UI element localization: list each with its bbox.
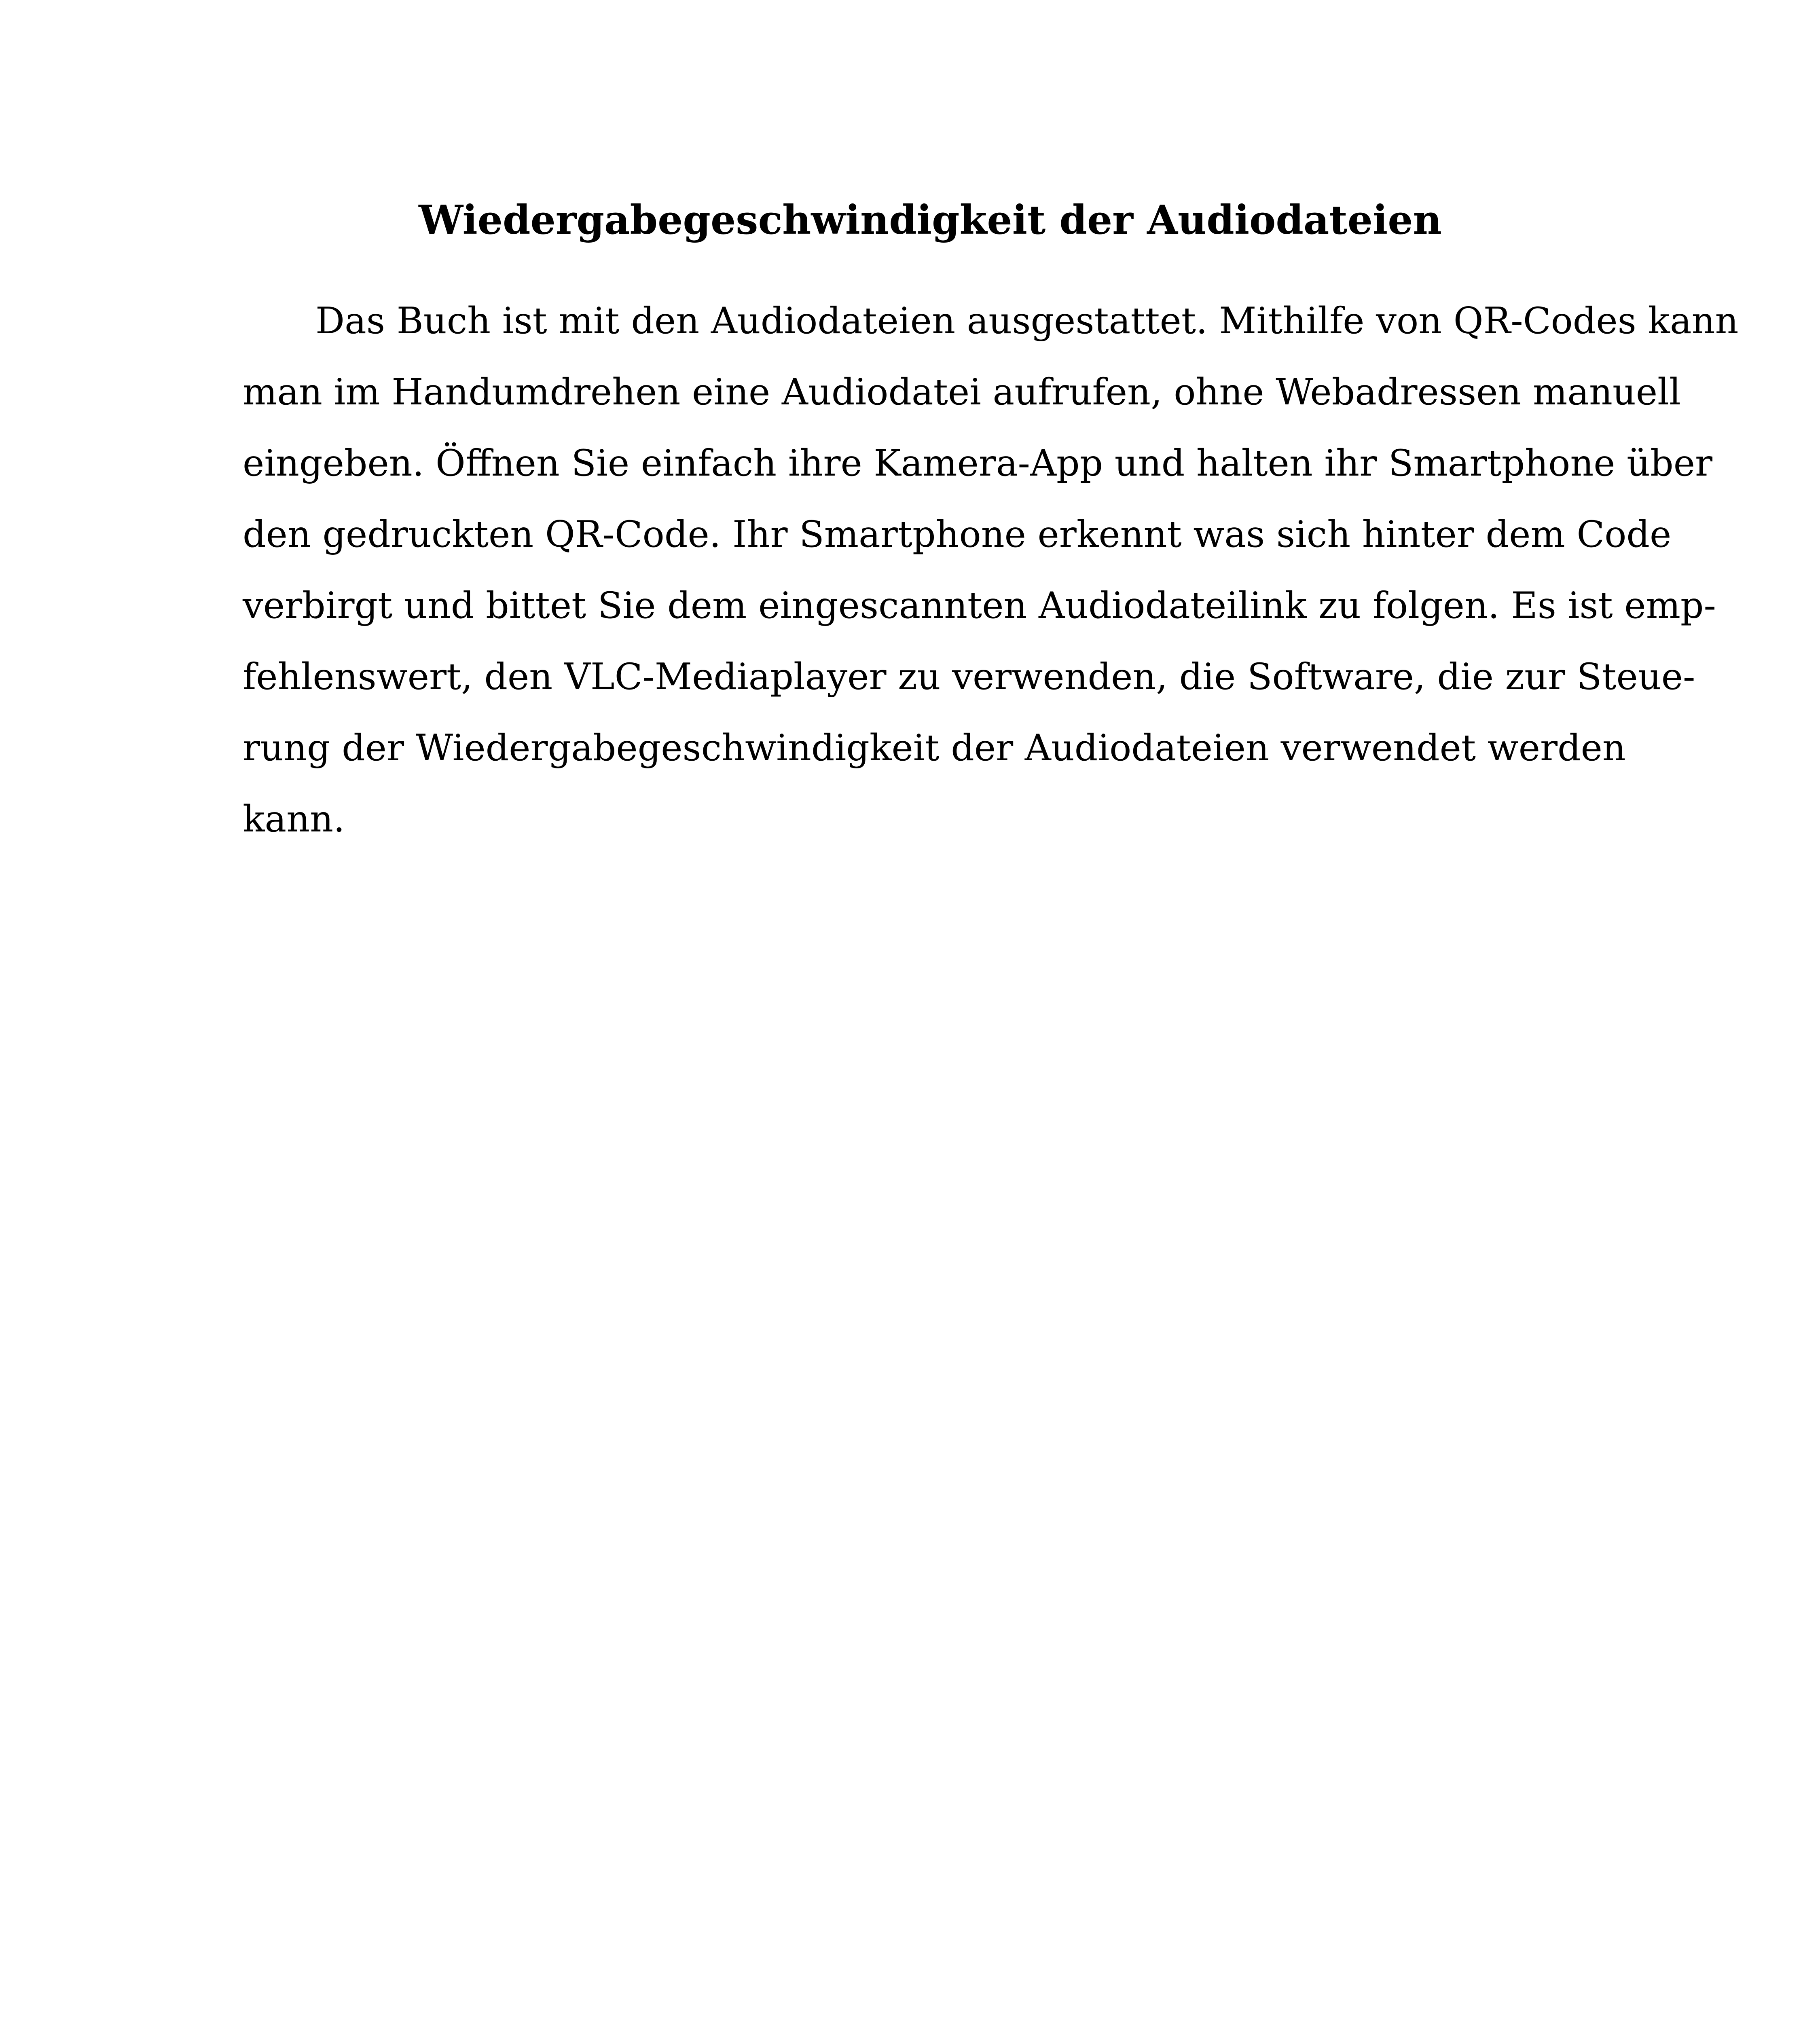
paragraph-line: eingeben. Öffnen Sie einfach ihre Kamera-App und halten ihr Smartphone über [243, 442, 1713, 484]
paragraph-line: Das Buch ist mit den Audiodateien ausgestattet. Mithilfe von QR-Codes kann [315, 300, 1739, 342]
paragraph-line: den gedruckten QR-Code. Ihr Smartphone erkennt was sich hinter dem Code [243, 513, 1672, 556]
paragraph-line: verbirgt und bittet Sie dem eingescannten Audiodateilink zu folgen. Es ist emp- [243, 584, 1716, 627]
paragraph-line: fehlenswert, den VLC-Mediaplayer zu verwenden, die Software, die zur Steue- [243, 656, 1695, 698]
paragraph-line: man im Handumdrehen eine Audiodatei aufrufen, ohne Webadressen manuell [243, 371, 1681, 413]
page-title: Wiedergabegeschwindigkeit der Audiodateien [419, 197, 1442, 243]
body-paragraph [243, 286, 1739, 855]
paragraph-line: rung der Wiedergabegeschwindigkeit der Audiodateien verwendet werden [243, 727, 1626, 769]
paragraph-line: kann. [243, 798, 345, 840]
